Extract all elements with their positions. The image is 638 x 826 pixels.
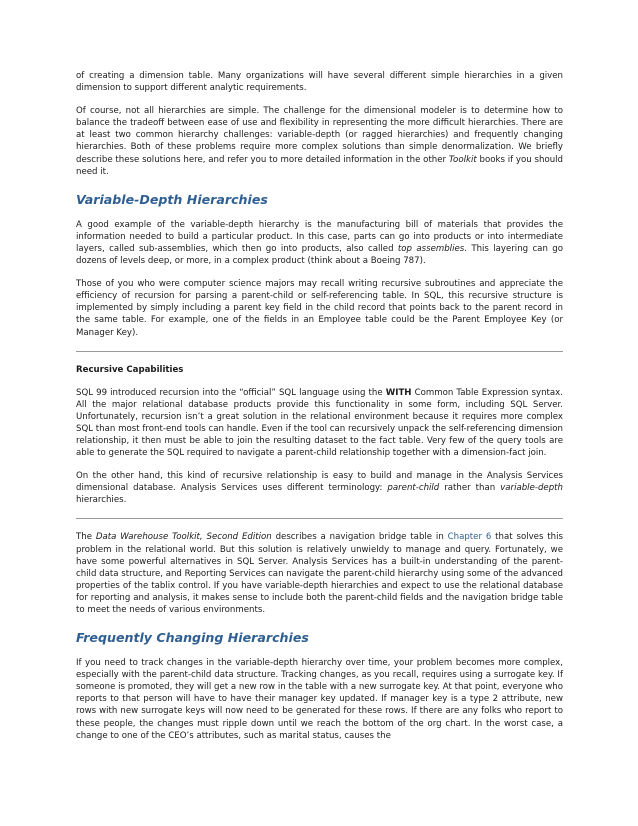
sidebar-top-divider <box>76 351 563 352</box>
paragraph-navigation-bridge-table: The Data Warehouse Toolkit, Second Edition describes a navigation bridge table in Chapter 6 that solves this problem in the relational world. But this solution is relatively unwieldy to manage and query. Fortunately, we have some powerful alternatives in SQL Server. Analysis Services has a built-in understanding of the parent-child data structure, and Reporting Services can navigate the parent-child hierarchy using some of the advanced properties of the tablix control. If you have variable-depth hierarchies and expect to use the relational database for reporting and analysis, it makes sense to include both the parent-child fields and the navigation bridge table to meet the needs of various environments. <box>76 532 563 615</box>
paragraph-tracking-changes: If you need to track changes in the variable-depth hierarchy over time, your problem becomes more complex, especially with the parent-child data structure. Tracking changes, as you recall, requires using a surrogate key. If someone is promoted, they will get a new row in the table with a new surrogate key. At that point, everyone who reports to that person will have to have their manager key updated. If manager key is a type 2 attribute, new rows with new surrogate keys will now need to be generated for these rows. If there are any folks who report to these people, the changes must ripple down until we reach the bottom of the org chart. In the worst case, a change to one of the CEO’s attributes, such as marital status, causes the <box>76 658 563 741</box>
paragraph-hierarchy-challenges: Of course, not all hierarchies are simple. The challenge for the dimensional modeler is to determine how to balance the tradeoff between ease of use and flexibility in representing the more difficult hierarchies. There are at least two common hierarchy challenges: variable-depth (or ragged hierarchies) and frequently changing hierarchies. Both of these problems require more complex solutions than simple denormalization. We briefly describe these solutions here, and refer you to more detailed information in the other Toolkit books if you should need it. <box>76 106 563 177</box>
heading-variable-depth-hierarchies: Variable-Depth Hierarchies <box>76 191 268 207</box>
emphasis-book-title: Data Warehouse Toolkit, Second Edition <box>95 532 272 543</box>
document-page <box>76 70 563 753</box>
emphasis-top-assemblies: top assemblies <box>397 243 465 254</box>
keyword-with: WITH <box>385 387 412 398</box>
paragraph-bill-of-materials: A good example of the variable-depth hierarchy is the manufacturing bill of materials that provides the information needed to build a particular product. In this case, parts can go into products or into intermediate layers, called sub-assemblies, which then go into products, also called top assemblies. This layering can go dozens of levels deep, or more, in a complex product (think about a Boeing 787). <box>76 219 563 267</box>
link-chapter-6[interactable]: Chapter 6 <box>447 532 492 543</box>
sidebar-title: Recursive Capabilities <box>76 364 184 375</box>
sidebar-bottom-divider <box>76 518 563 519</box>
paragraph-recursion: Those of you who were computer science majors may recall writing recursive subroutines and appreciate the efficiency of recursion for parsing a parent-child or self-referencing table. In SQL, this recursive structure is implemented by simply including a parent key field in the child record that points back to the parent record in the same table. For example, one of the fields in an Employee table could be the Parent Employee Key (or Manager Key). <box>76 279 563 338</box>
paragraph-sql99-recursion: SQL 99 introduced recursion into the “official” SQL language using the WITH Common Table Expression syntax. All the major relational database products provide this functionality in some form, including SQL Server. Unfortunately, recursion isn’t a great solution in the relational environment because it requires more complex SQL than most front-end tools can handle. Even if the tool can recursively unpack the self-referencing dimension relationship, it then must be able to join the resulting dataset to the fact table. Very few of the query tools are able to generate the SQL required to navigate a parent-child relationship together with a dimension-fact join. <box>76 387 563 459</box>
emphasis-toolkit: Toolkit <box>448 154 477 165</box>
paragraph-analysis-services-terminology: On the other hand, this kind of recursive relationship is easy to build and manage in the Analysis Services dimensional database. Analysis Services uses different terminology: parent-child rather than variable-depth hierarchies. <box>76 471 563 506</box>
heading-frequently-changing-hierarchies: Frequently Changing Hierarchies <box>76 630 309 646</box>
emphasis-parent-child: parent-child <box>387 483 440 494</box>
paragraph-dimension-intro: of creating a dimension table. Many organizations will have several different simple hierarchies in a given dimension to support different analytic requirements. <box>76 71 563 94</box>
emphasis-variable-depth: variable-depth <box>500 483 563 494</box>
